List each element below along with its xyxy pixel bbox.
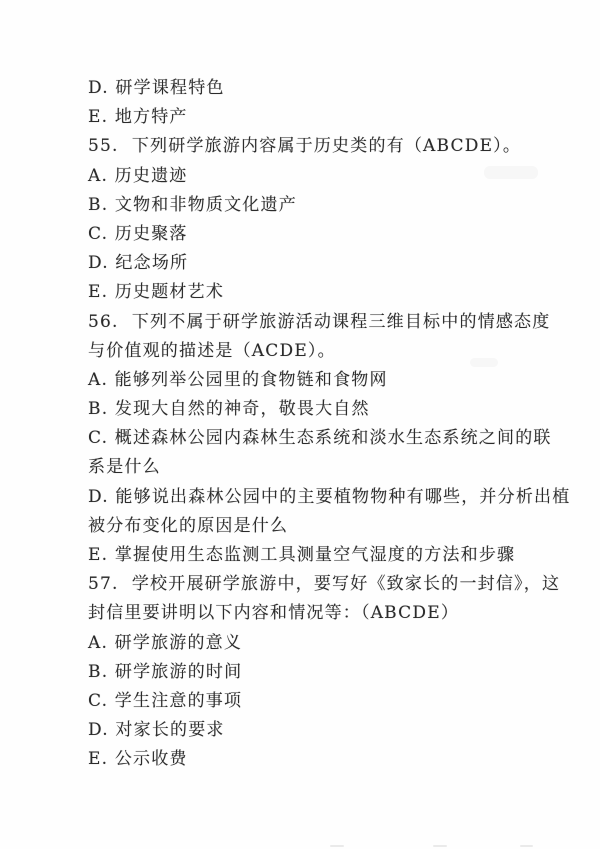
option-line: D. 纪念场所: [88, 253, 189, 274]
question-stem-line: 57. 学校开展研学旅游中，要写好《致家长的一封信》，这: [88, 574, 561, 595]
option-line: B. 研学旅游的时间: [88, 661, 243, 682]
scan-artifact: [484, 166, 538, 179]
option-line: D. 研学课程特色: [88, 78, 225, 98]
question-stem-continuation-line: 封信里要讲明以下内容和情况等：（ABCDE）: [88, 603, 460, 624]
option-line: D. 能够说出森林公园中的主要植物物种有哪些，并分析出植: [88, 486, 571, 507]
option-line: C. 历史聚落: [88, 223, 188, 244]
scan-artifact: [433, 845, 447, 847]
option-line: E. 历史题材艺术: [88, 282, 225, 303]
option-line: A. 能够列举公园里的食物链和食物网: [88, 369, 388, 390]
option-line: E. 地方特产: [88, 107, 188, 128]
option-line: B. 文物和非物质文化遗产: [88, 194, 297, 215]
scan-artifact: [330, 845, 344, 847]
option-line: E. 公示收费: [88, 749, 188, 770]
scan-artifact: [470, 358, 498, 367]
question-text-block: [88, 74, 571, 775]
scan-artifact: [520, 845, 533, 847]
option-line: B. 发现大自然的神奇，敬畏大自然: [88, 399, 370, 420]
option-continuation-line: 系是什么: [88, 457, 161, 478]
question-stem-line: 56. 下列不属于研学旅游活动课程三维目标中的情感态度: [88, 311, 551, 332]
option-line: C. 学生注意的事项: [88, 690, 243, 711]
option-line: A. 历史遗迹: [88, 165, 188, 186]
option-line: C. 概述森林公园内森林生态系统和淡水生态系统之间的联: [88, 428, 552, 449]
option-line: E. 掌握使用生态监测工具测量空气湿度的方法和步骤: [88, 545, 516, 565]
option-line: A. 研学旅游的意义: [88, 632, 243, 653]
option-line: D. 对家长的要求: [88, 720, 225, 741]
option-continuation-line: 被分布变化的原因是什么: [88, 515, 289, 536]
question-stem-continuation-line: 与价值观的描述是（ACDE）。: [88, 340, 336, 361]
question-stem-line: 55. 下列研学旅游内容属于历史类的有（ABCDE）。: [88, 136, 522, 157]
